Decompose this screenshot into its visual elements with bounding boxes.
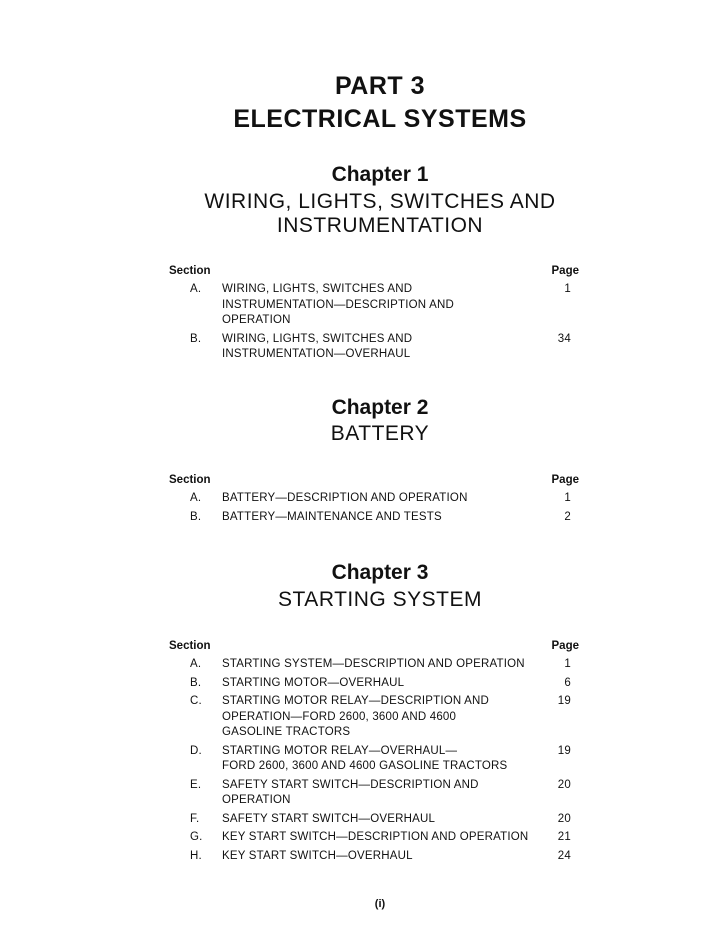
section-column-header: Section — [169, 640, 211, 652]
toc-entry-letter: E. — [190, 778, 202, 791]
toc-entry-text — [222, 694, 552, 741]
toc-entry — [169, 694, 579, 741]
toc-entry-text — [222, 849, 552, 865]
toc-entry-letter: F. — [190, 812, 200, 825]
toc-entry-line: FORD 2600, 3600 AND 4600 GASOLINE TRACTORS — [222, 760, 508, 772]
chapter-2-title-line: BATTERY — [330, 422, 430, 445]
page-column-header: Page — [551, 474, 579, 486]
toc-entry-page: 24 — [557, 849, 571, 862]
toc-entry-letter: A. — [190, 283, 202, 295]
chapter-3-toc — [169, 657, 579, 864]
toc-entry — [169, 332, 579, 363]
page-column-header: Page — [551, 640, 579, 652]
toc-entry — [169, 849, 579, 865]
page-column-header: Page — [551, 265, 579, 277]
toc-entry-text — [222, 282, 552, 329]
toc-entry-line: STARTING MOTOR RELAY—OVERHAUL— — [222, 744, 458, 757]
toc-entry-letter: B. — [190, 510, 202, 523]
toc-entry-text — [222, 830, 562, 846]
chapter-2-toc — [169, 491, 579, 525]
toc-entry-line: STARTING MOTOR—OVERHAUL — [222, 676, 405, 689]
chapter-3-title — [0, 588, 719, 612]
toc-entry-page: 1 — [564, 283, 571, 295]
toc-entry-line: OPERATION—FORD 2600, 3600 AND 4600 — [222, 710, 457, 723]
toc-entry-text — [222, 332, 552, 363]
toc-entry-line: INSTRUMENTATION—OVERHAUL — [222, 348, 411, 360]
toc-entry-text — [222, 491, 552, 507]
toc-entry-text — [222, 812, 552, 828]
chapter-3-title-line: STARTING SYSTEM — [278, 588, 482, 611]
toc-entry-page: 20 — [557, 778, 571, 791]
toc-entry-letter: B. — [190, 676, 202, 689]
toc-entry-line: INSTRUMENTATION—DESCRIPTION AND — [222, 298, 454, 311]
toc-entry-line: KEY START SWITCH—OVERHAUL — [222, 849, 413, 862]
toc-entry — [169, 657, 579, 673]
toc-entry-text — [222, 657, 552, 673]
toc-entry-line: BATTERY—MAINTENANCE AND TESTS — [222, 510, 442, 523]
chapter-2-label: Chapter 2 — [331, 396, 429, 419]
toc-entry — [169, 744, 579, 775]
toc-entry — [169, 510, 579, 526]
toc-entry-text — [222, 510, 552, 526]
toc-entry-letter: A. — [190, 492, 202, 504]
toc-entry-line: OPERATION — [222, 794, 291, 806]
toc-entry-letter: D. — [190, 744, 202, 757]
toc-entry-page: 19 — [557, 695, 571, 707]
section-column-header: Section — [169, 474, 211, 486]
toc-entry — [169, 282, 579, 329]
part-title: ELECTRICAL SYSTEMS — [233, 105, 527, 133]
toc-entry-line: SAFETY START SWITCH—DESCRIPTION AND — [222, 778, 479, 791]
toc-entry-text — [222, 778, 552, 809]
toc-entry-letter: A. — [190, 658, 202, 670]
chapter-3-label: Chapter 3 — [331, 561, 429, 584]
page-number-footer: (i) — [374, 898, 386, 910]
toc-entry-text — [222, 676, 552, 692]
toc-entry-line: GASOLINE TRACTORS — [222, 726, 351, 738]
toc-entry-page: 1 — [564, 492, 571, 504]
toc-entry-text — [222, 744, 552, 775]
part-number: PART 3 — [334, 72, 426, 100]
toc-entry — [169, 491, 579, 507]
toc-entry-page: 6 — [564, 676, 571, 689]
chapter-1-title-line: WIRING, LIGHTS, SWITCHES AND — [204, 190, 556, 213]
toc-entry-line: KEY START SWITCH—DESCRIPTION AND OPERATION — [222, 831, 529, 843]
chapter-2-title — [0, 422, 719, 446]
chapter-1-label: Chapter 1 — [331, 163, 429, 186]
chapter-1-toc — [169, 282, 579, 363]
toc-entry-letter: G. — [190, 831, 203, 843]
toc-entry-page: 20 — [557, 812, 571, 825]
toc-entry — [169, 778, 579, 809]
toc-entry-line: WIRING, LIGHTS, SWITCHES AND — [222, 332, 413, 345]
toc-entry-line: OPERATION — [222, 314, 291, 326]
section-column-header: Section — [169, 265, 211, 277]
toc-entry-line: BATTERY—DESCRIPTION AND OPERATION — [222, 492, 468, 504]
toc-entry-letter: H. — [190, 849, 202, 862]
toc-entry-line: STARTING SYSTEM—DESCRIPTION AND OPERATION — [222, 658, 525, 670]
chapter-1-title-line: INSTRUMENTATION — [276, 214, 484, 237]
toc-entry-line: STARTING MOTOR RELAY—DESCRIPTION AND — [222, 695, 490, 707]
chapter-1-title — [0, 190, 719, 238]
toc-entry-line: SAFETY START SWITCH—OVERHAUL — [222, 812, 436, 825]
toc-entry — [169, 830, 579, 846]
toc-entry — [169, 812, 579, 828]
toc-entry-letter: B. — [190, 332, 202, 345]
toc-entry-page: 34 — [557, 332, 571, 345]
toc-entry-line: WIRING, LIGHTS, SWITCHES AND — [222, 283, 413, 295]
toc-entry-page: 19 — [557, 744, 571, 757]
toc-entry-letter: C. — [190, 695, 202, 707]
toc-entry-page: 2 — [564, 510, 571, 523]
toc-entry — [169, 676, 579, 692]
toc-entry-page: 21 — [557, 831, 571, 843]
toc-entry-page: 1 — [564, 658, 571, 670]
